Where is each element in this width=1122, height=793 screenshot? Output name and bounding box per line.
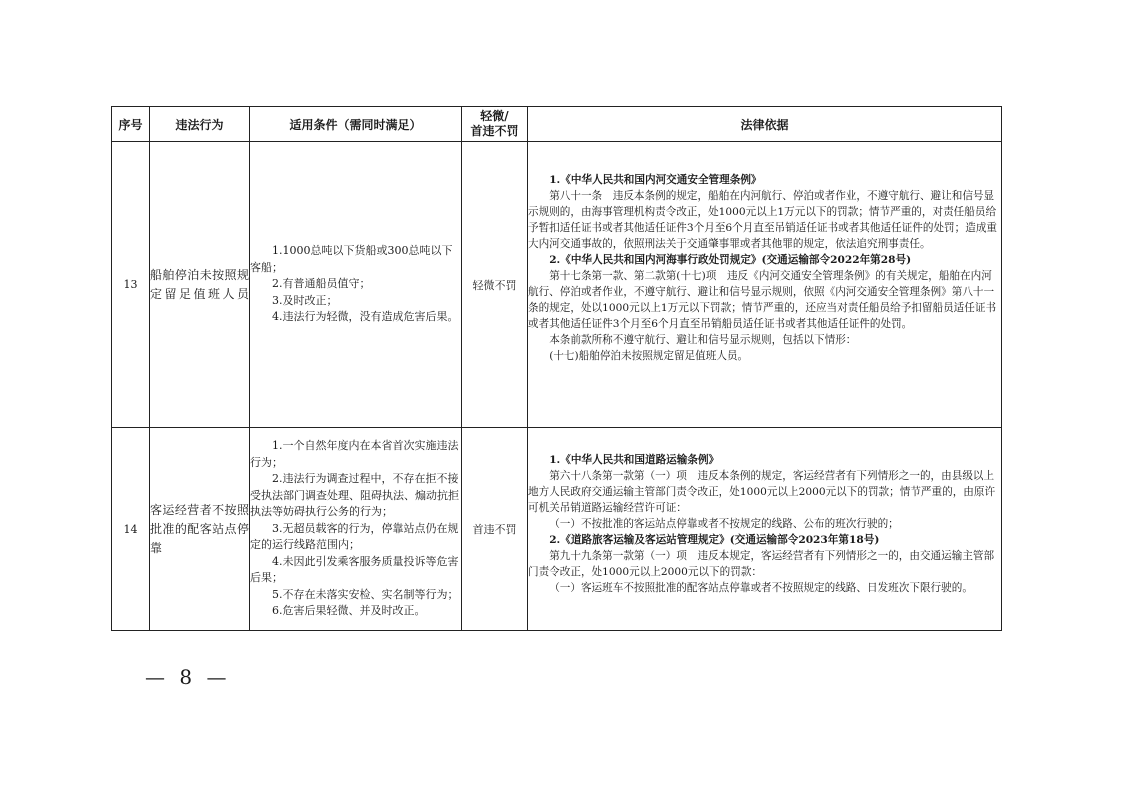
violation-text: 客运经营者不按照批准的配客站点停靠 [150,428,250,631]
table-row [112,428,1002,631]
condition-item: 3.无超员载客的行为，停靠站点仍在规定的运行线路范围内； [250,521,459,552]
condition-item: 2.违法行为调查过程中，不存在拒不接受执法部门调查处理、阻碍执法、煽动抗拒执法等妨碍执行公务的行为； [250,472,459,519]
basis-law-title: 1.《中华人民共和国道路运输条例》 [549,454,720,466]
basis-paragraph: 本条前款所称不遵守航行、避让和信号显示规则，包括以下情形： [549,334,857,346]
header-penalty-line1: 轻微/ [480,109,509,123]
header-penalty-line2: 首违不罚 [470,124,519,138]
legal-basis-cell [528,142,1002,428]
header-penalty [462,107,528,142]
row-number: 14 [112,428,150,631]
basis-paragraph: （一）客运班车不按照批准的配客站点停靠或者不按照规定的线路、日发班次下限行驶的。 [549,582,973,594]
legal-basis-cell [528,428,1002,631]
condition-item: 4.未因此引发乘客服务质量投诉等危害后果； [250,554,459,585]
header-violation: 违法行为 [150,107,250,142]
header-conditions: 适用条件（需同时满足） [250,107,462,142]
basis-paragraph: （一）不按批准的客运站点停靠或者不按规定的线路、公布的班次行驶的； [549,518,899,530]
regulation-table [111,106,1002,631]
page-number: — 8 — [145,665,231,689]
violation-text: 船舶停泊未按照规定留足值班人员 [150,142,250,428]
header-legal-basis: 法律依据 [528,107,1002,142]
conditions-cell [250,428,462,631]
condition-item: 4.违法行为轻微，没有造成危害后果。 [272,310,459,324]
header-serial-number: 序号 [112,107,150,142]
condition-item: 6.危害后果轻微、并及时改正。 [272,604,426,618]
row-number: 13 [112,142,150,428]
basis-paragraph: 第十七条第一款、第二款第(十七)项 违反《内河交通安全管理条例》的有关规定，船舶在内河航行、停泊或者作业，不遵守航行、避让和信号显示规则，依照《内河交通安全管理条例》第八十一条的规定，处以1000元以上1万元以下罚款；情节严重的，还应当对责任船员给予扣留船员适任证书或者其他适任证件3个月至6个月直至吊销船员适任证书或者其他适任证件的处罚。 [528,270,997,330]
condition-item: 3.及时改正； [272,293,338,307]
condition-item: 1.一个自然年度内在本省首次实施违法行为； [250,439,459,469]
condition-item: 2.有普通船员值守； [272,277,371,291]
table-header-row [112,107,1002,142]
condition-item: 1.1000总吨以下货船或300总吨以下客船； [250,244,453,274]
basis-law-title: 2.《中华人民共和国内河海事行政处罚规定》(交通运输部令2022年第28号) [549,254,912,266]
table-row [112,142,1002,428]
basis-law-title: 1.《中华人民共和国内河交通安全管理条例》 [549,174,762,186]
basis-law-title: 2.《道路旅客运输及客运站管理规定》(交通运输部令2023年第18号) [549,534,880,546]
basis-paragraph: 第六十八条第一款第（一）项 违反本条例的规定，客运经营者有下列情形之一的，由县级以上地方人民政府交通运输主管部门责令改正，处1000元以上2000元以下的罚款；情节严重的，由原许可机关吊销道路运输经营许可证： [528,470,996,514]
basis-paragraph: 第九十九条第一款第（一）项 违反本规定，客运经营者有下列情形之一的，由交通运输主管部门责令改正，处1000元以上2000元以下的罚款： [528,550,995,578]
conditions-cell [250,142,462,428]
basis-paragraph: 第八十一条 违反本条例的规定，船舶在内河航行、停泊或者作业，不遵守航行、避让和信号显示规则的，由海事管理机构责令改正，处1000元以上1万元以下的罚款；情节严重的，对责任船员给予暂扣适任证书或者其他适任证件3个月至6个月直至吊销适任证书或者其他适任证件的处罚；造成重大内河交通事故的，依照刑法关于交通肇事罪或者其他罪的规定，依法追究刑事责任。 [528,190,998,250]
penalty-type: 轻微不罚 [462,142,528,428]
condition-item: 5.不存在未落实安检、实名制等行为； [272,587,459,601]
penalty-type: 首违不罚 [462,428,528,631]
basis-paragraph: (十七)船舶停泊未按照规定留足值班人员。 [549,350,749,362]
